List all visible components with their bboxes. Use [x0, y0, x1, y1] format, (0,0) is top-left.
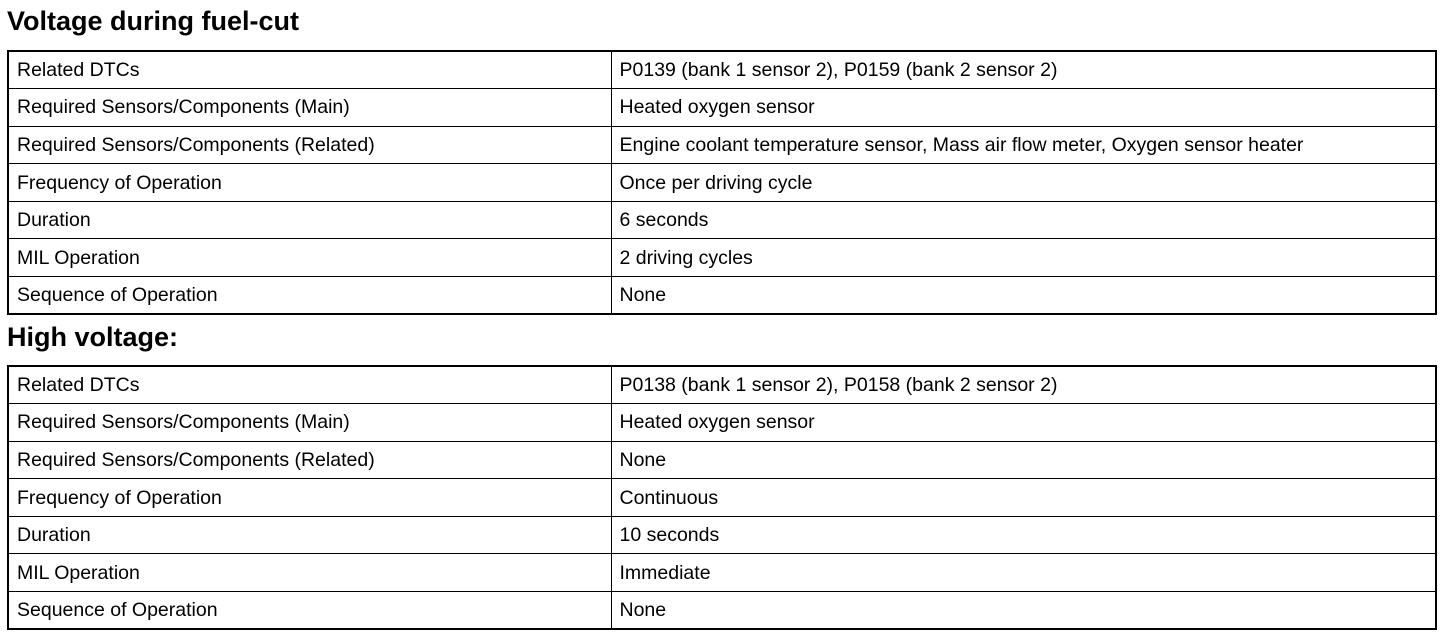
row-label: Required Sensors/Components (Main) [8, 404, 611, 442]
table-row [8, 277, 1436, 315]
row-label: Required Sensors/Components (Main) [8, 89, 611, 127]
row-value: Once per driving cycle [611, 164, 1436, 202]
row-label: Frequency of Operation [8, 164, 611, 202]
row-value: Continuous [611, 479, 1436, 517]
row-label: Sequence of Operation [8, 277, 611, 315]
row-value: P0139 (bank 1 sensor 2), P0159 (bank 2 sensor 2) [611, 51, 1436, 89]
table-row [8, 404, 1436, 442]
table-row [8, 479, 1436, 517]
table-row [8, 554, 1436, 592]
row-label: Frequency of Operation [8, 479, 611, 517]
section-title: Voltage during fuel-cut [7, 6, 299, 36]
section-title: High voltage: [7, 322, 179, 352]
row-value: P0138 (bank 1 sensor 2), P0158 (bank 2 sensor 2) [611, 366, 1436, 404]
table-row [8, 126, 1436, 164]
row-value: 2 driving cycles [611, 239, 1436, 277]
spec-table [7, 50, 1437, 315]
table-row [8, 441, 1436, 479]
table-row [8, 239, 1436, 277]
row-label: Sequence of Operation [8, 592, 611, 630]
row-value: None [611, 277, 1436, 315]
row-value: None [611, 441, 1436, 479]
row-label: Duration [8, 516, 611, 554]
row-value: Heated oxygen sensor [611, 89, 1436, 127]
row-value: Heated oxygen sensor [611, 404, 1436, 442]
row-value: None [611, 592, 1436, 630]
row-label: MIL Operation [8, 239, 611, 277]
table-row [8, 366, 1436, 404]
table-row [8, 592, 1436, 630]
row-label: Duration [8, 201, 611, 239]
row-label: Required Sensors/Components (Related) [8, 126, 611, 164]
row-label: MIL Operation [8, 554, 611, 592]
row-value: 10 seconds [611, 516, 1436, 554]
row-label: Related DTCs [8, 51, 611, 89]
row-value: Immediate [611, 554, 1436, 592]
table-row [8, 89, 1436, 127]
row-label: Required Sensors/Components (Related) [8, 441, 611, 479]
row-value: 6 seconds [611, 201, 1436, 239]
row-value: Engine coolant temperature sensor, Mass air flow meter, Oxygen sensor heater [611, 126, 1436, 164]
spec-table [7, 365, 1437, 630]
table-row [8, 164, 1436, 202]
table-row [8, 201, 1436, 239]
table-row [8, 51, 1436, 89]
row-label: Related DTCs [8, 366, 611, 404]
table-row [8, 516, 1436, 554]
